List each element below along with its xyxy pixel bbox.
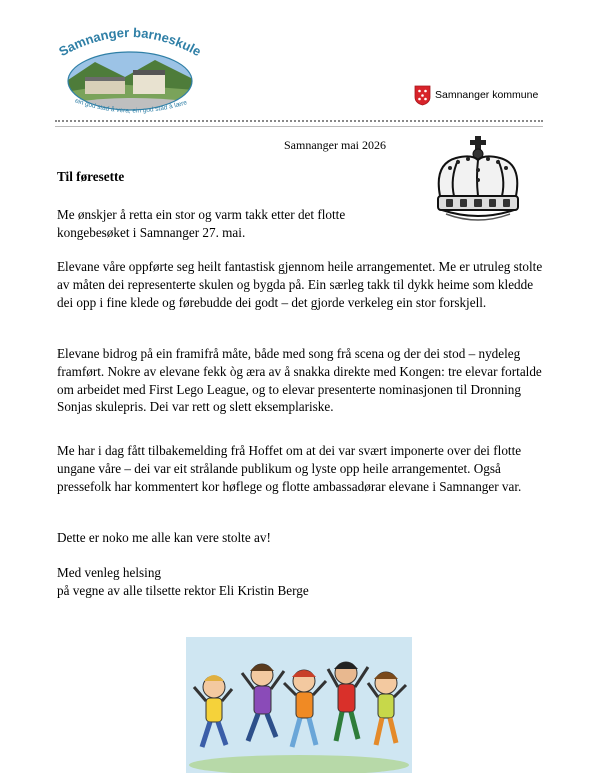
jumping-children-illustration: [186, 637, 412, 773]
municipality-name: Samnanger kommune: [435, 89, 539, 101]
school-logo: [55, 22, 205, 120]
paragraph-feedback: Me har i dag fått tilbakemelding frå Hoffet om at dei var svært imponerte over dei flotte ungane våre – dei var eit strålande publikum og lyste opp heile arrangementet. Også pressefolk har kommentert kor høflege og flotte ambassadørar elevane i Samnanger var.: [57, 443, 522, 494]
dateline: Samnanger mai 2026: [284, 138, 386, 152]
paragraph-behaviour: Elevane våre oppførte seg heilt fantastisk gjennom heile arrangementet. Me er utruleg stolte av måten dei representerte skulen og bygda på. Ein særleg takk til dykk heime som kledde dei opp i fine klede og førebudde dei godt – det gjorde verkeleg ein stor forskjell.: [57, 259, 543, 310]
coat-of-arms-icon: [414, 85, 431, 106]
paragraph-thanks: Me ønskjer å retta ein stor og varm takk etter det flotte kongebesøket i Samnanger 27. mai.: [57, 207, 346, 240]
school-motto: ein god stad å vera, ein god stad å lære: [73, 97, 188, 115]
greeting: Til føresette: [57, 169, 125, 184]
signoff: [57, 564, 552, 600]
school-name: Samnanger barneskule: [56, 24, 204, 60]
closing: Med venleg helsing: [57, 565, 162, 580]
paragraph-pride: Dette er noko me alle kan vere stolte av!: [57, 530, 271, 545]
header-divider: [55, 120, 543, 127]
municipality-brand: [414, 84, 538, 106]
paragraph-contribution: Elevane bidrog på ein framifrå måte, både med song frå scena og der dei stod – nydeleg framført. Nokre av elevane fekk òg æra av å snakka direkte med Kongen: tre elevar fortalde om arbeidet med First Lego League, og to elevar presenterte nominasjonen til Dronning Sonjas skulepris. Dei var rett og slett eksemplariske.: [57, 346, 542, 415]
signature: på vegne av alle tilsette rektor Eli Kristin Berge: [57, 582, 309, 598]
